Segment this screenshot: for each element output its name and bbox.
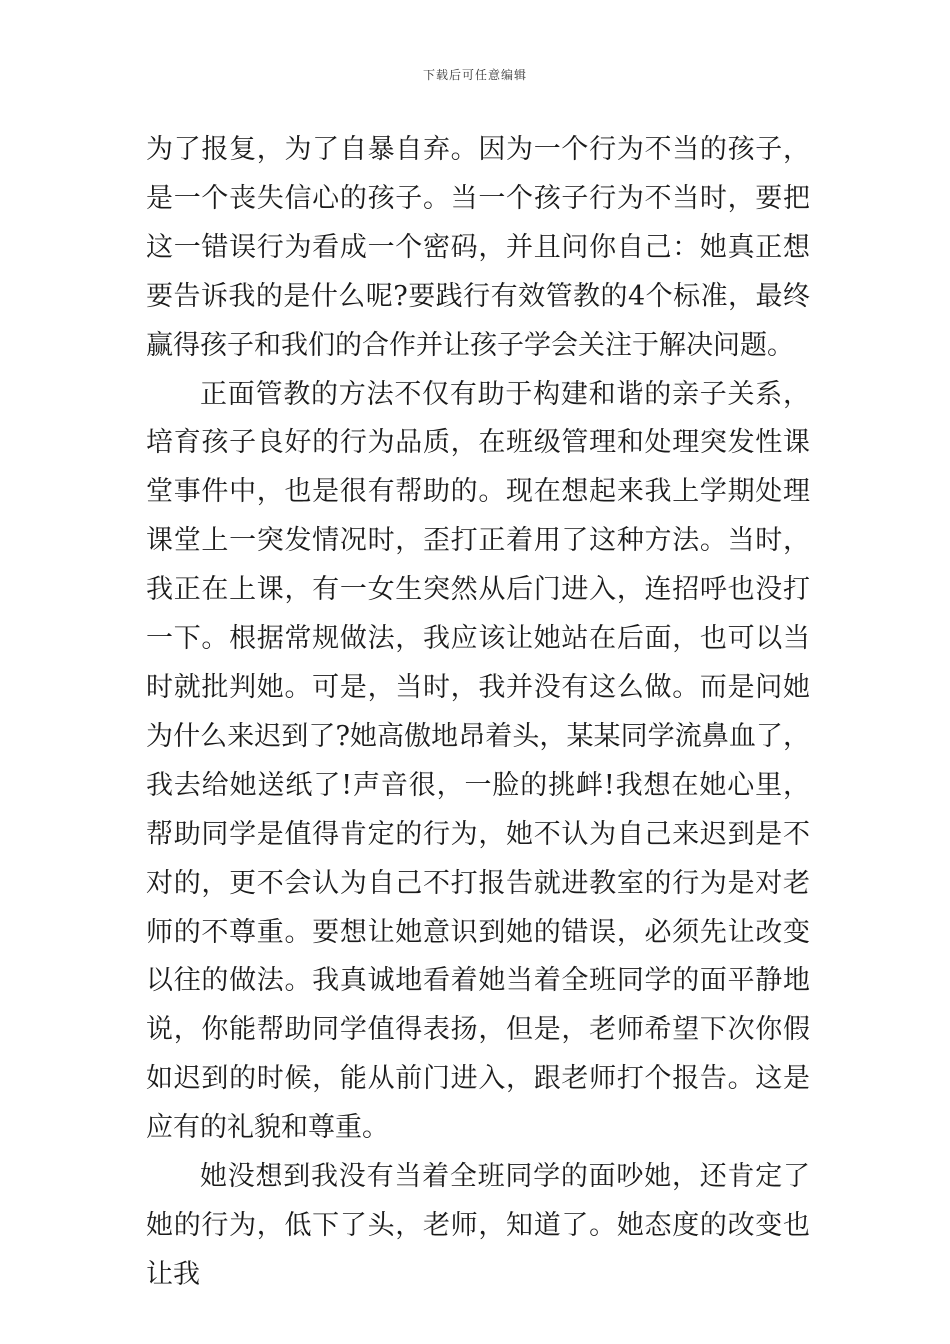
- paragraph: 正面管教的方法不仅有助于构建和谐的亲子关系，培育孩子良好的行为品质，在班级管理和处理突发性课堂事件中，也是很有帮助的。现在想起来我上学期处理课堂上一突发情况时，歪打正着用了这种方法。当时，我正在上课，有一女生突然从后门进入，连招呼也没打一下。根据常规做法，我应该让她站在后面，也可以当时就批判她。可是，当时，我并没有这么做。而是问她为什么来迟到了?她高傲地昂着头，某某同学流鼻血了，我去给她送纸了!声音很，一脸的挑衅!我想在她心里，帮助同学是值得肯定的行为，她不认为自己来迟到是不对的，更不会认为自己不打报告就进教室的行为是对老师的不尊重。要想让她意识到她的错误，必须先让改变以往的做法。我真诚地看着她当着全班同学的面平静地说，你能帮助同学值得表扬，但是，老师希望下次你假如迟到的时候，能从前门进入，跟老师打个报告。这是应有的礼貌和尊重。: [146, 378, 810, 1144]
- header-note: 下载后可任意编辑: [422, 68, 527, 82]
- paragraph: 她没想到我没有当着全班同学的面吵她，还肯定了她的行为，低下了头，老师，知道了。她态度的改变也让我: [146, 1161, 810, 1290]
- paragraph: 为了报复，为了自暴自弃。因为一个行为不当的孩子，是一个丧失信心的孩子。当一个孩子行为不当时，要把这一错误行为看成一个密码，并且问你自己：她真正想要告诉我的是什么呢?要践行有效管教的4个标准，最终赢得孩子和我们的合作并让孩子学会关注于解决问题。: [146, 134, 810, 361]
- document-body: [146, 126, 810, 1300]
